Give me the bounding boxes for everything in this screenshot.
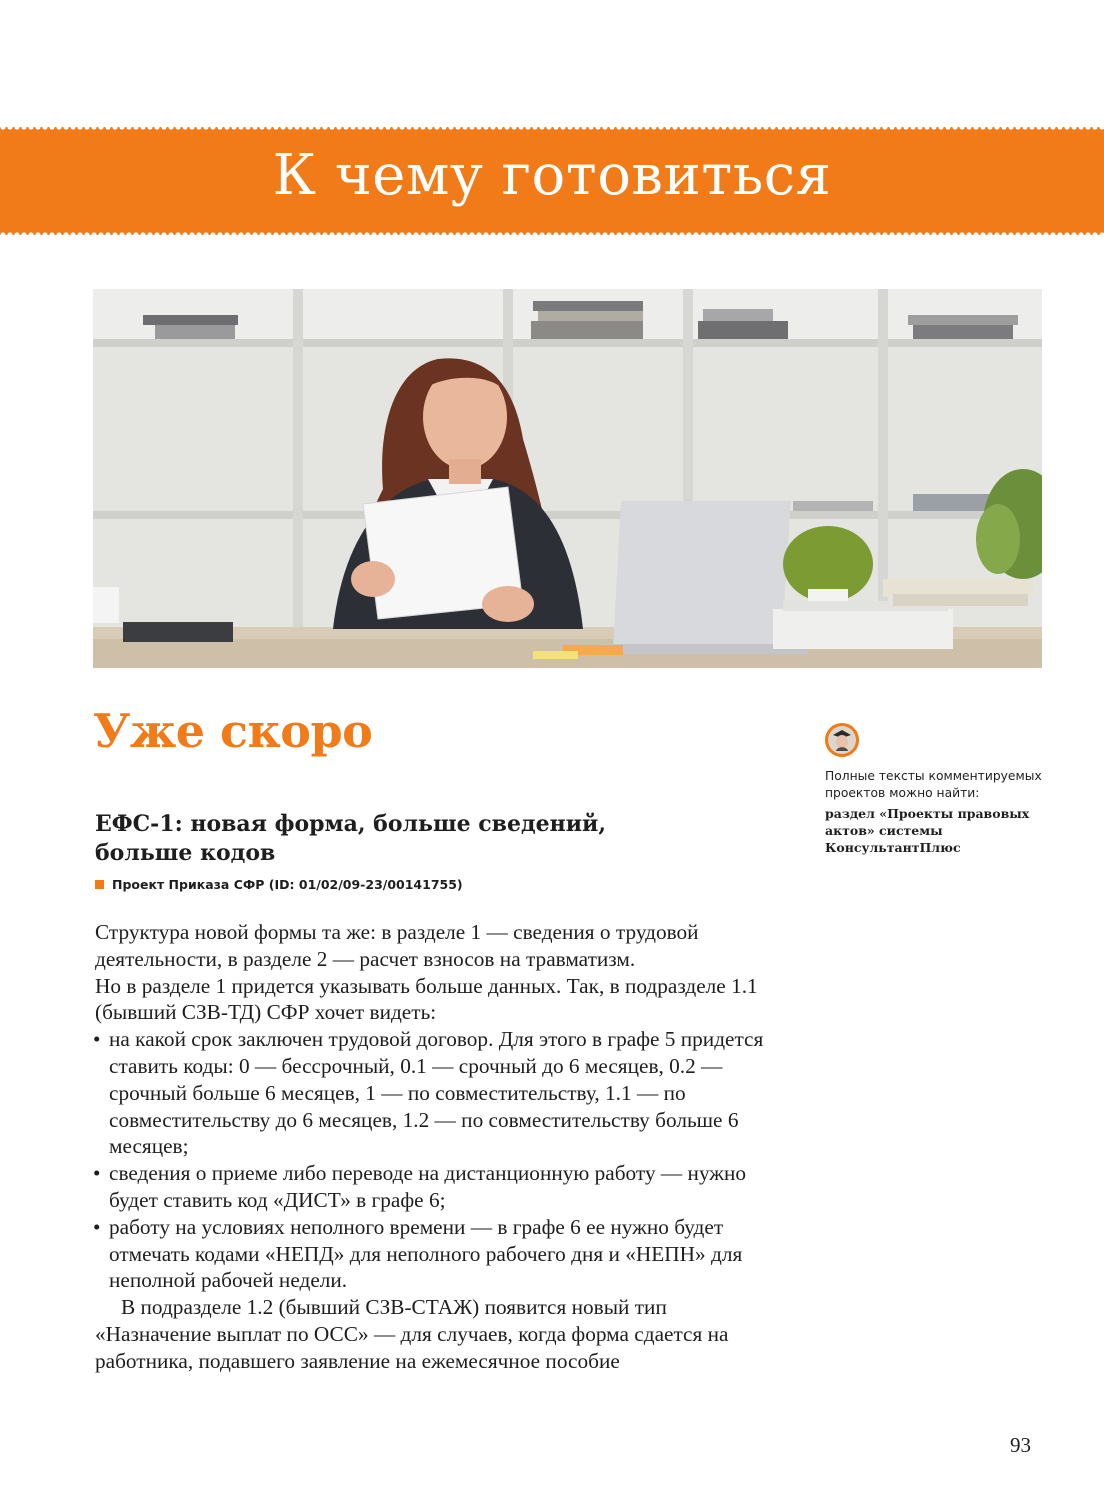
list-item: • сведения о приеме либо переводе на дистанционную работу — нужно будет ставить код «ДИСТ» в графе 6;	[95, 1160, 775, 1214]
note-reference: раздел «Проекты правовых актов» системы КонсультантПлюс	[825, 806, 1030, 855]
list-item: • работу на условиях неполного времени — в графе 6 ее нужно будет отмечать кодами «НЕПД» для неполного рабочего дня и «НЕПН» для неполной рабочей недели.	[95, 1214, 775, 1294]
square-bullet-icon	[95, 880, 104, 889]
article-source	[95, 877, 463, 892]
expert-avatar-icon	[825, 723, 859, 757]
note-text: Полные тексты комментируемых проектов можно найти:	[825, 769, 1042, 800]
section-title: Уже скоро	[93, 704, 373, 758]
intro-paragraph-2: Но в разделе 1 придется указывать больше данных. Так, в подразделе 1.1 (бывший СЗВ-ТД) СФР хочет видеть:	[95, 973, 758, 1025]
list-item: • на какой срок заключен трудовой договор. Для этого в графе 5 придется ставить коды: 0 — бессрочный, 0.1 — срочный до 6 месяцев, 0.2 — срочный больше 6 месяцев, 1 — по совместительству, 1.1 — по совместительству до 6 месяцев, 1.2 — по совместительству больше 6 месяцев;	[95, 1026, 775, 1160]
sidebar-note	[825, 768, 1055, 856]
office-woman-photo	[93, 289, 1042, 668]
header-photo	[93, 289, 1042, 668]
intro-paragraph-1: Структура новой формы та же: в разделе 1 — сведения о трудовой деятельности, в разделе 2 — расчет взносов на травматизм.	[95, 920, 699, 971]
banner-title: К чему готовиться	[272, 143, 832, 208]
page-number: 93	[1010, 1433, 1031, 1457]
article-body	[95, 919, 775, 1375]
closing-paragraph: В подразделе 1.2 (бывший СЗВ-СТАЖ) появится новый тип «Назначение выплат по ОСС» — для случаев, когда форма сдается на работника, подавшего заявление на ежемесячное пособие	[95, 1295, 729, 1373]
requirements-list	[95, 1026, 775, 1294]
section-banner	[0, 127, 1104, 235]
source-text: Проект Приказа СФР (ID: 01/02/09-23/00141755)	[112, 877, 463, 892]
article-title: ЕФС-1: новая форма, больше сведений, больше кодов	[95, 811, 607, 866]
